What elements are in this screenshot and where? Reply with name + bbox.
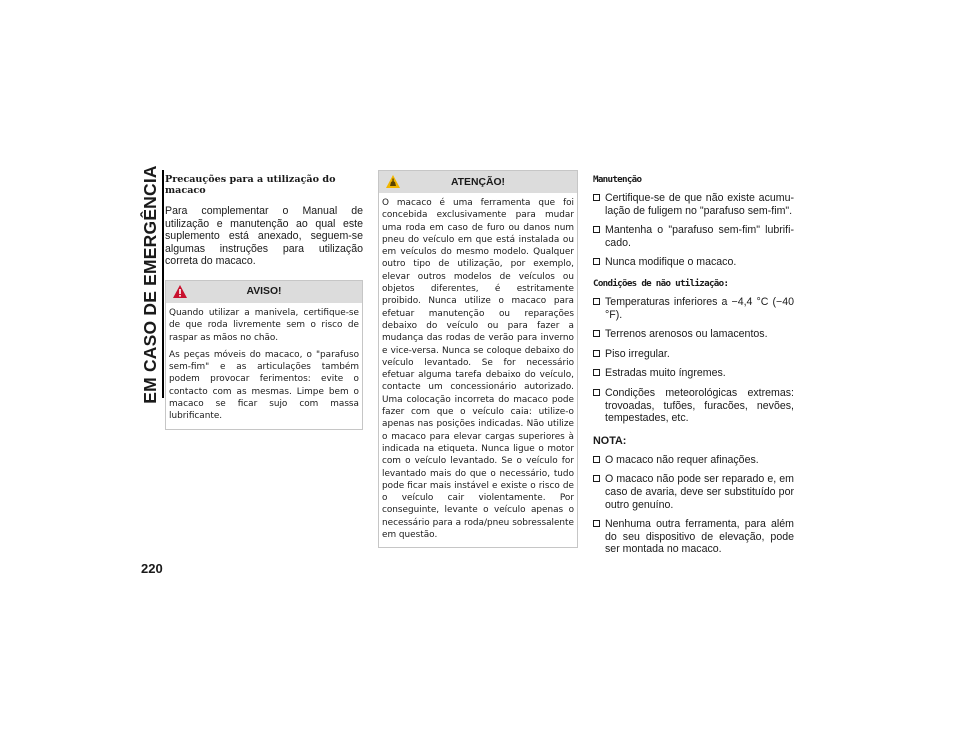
warning-triangle-icon	[172, 284, 188, 299]
list-item: Condições meteorológicas extremas: trovoadas, tufões, furacões, nevões, tempestades, etc.	[593, 387, 794, 425]
list-item: Nenhuma outra ferramenta, para além do seu dispositivo de elevação, pode ser montada no macaco.	[593, 518, 794, 556]
checkbox-square-icon	[593, 475, 600, 482]
column-3	[593, 170, 794, 556]
column-1	[165, 170, 363, 430]
aviso-title: AVISO!	[246, 286, 282, 298]
aviso-box	[165, 280, 363, 430]
checkbox-square-icon	[593, 226, 600, 233]
list-item: Nunca modifique o macaco.	[593, 256, 794, 269]
list-item: Temperaturas inferiores a −4,4 °C (−40 °F).	[593, 296, 794, 321]
condicoes-heading: Condições de não utilização:	[593, 277, 729, 289]
side-section-title: EM CASO DE EMERGÊNCIA	[139, 164, 160, 404]
atencao-paragraph: O macaco é uma ferramenta que foi concebida exclusivamente para mudar uma roda em caso de furo ou danos num pneu do veículo em que está instalada ou em veículos do mesmo modelo. Qualquer outro tipo de utilização, por exemplo, elevar outros modelos de veículos ou objetos diferentes, é estritamente proibido. Nunca utilize o macaco para efetuar manutenção ou reparações debaixo do veículo ou para fazer a mudança das rodas de verão para inverno e vice-versa. Nunca se coloque debaixo do veículo levantado. Se for necessário efetuar alguma tarefa debaixo do veículo, contacte um concessionário autorizado. Uma colocação incorreta do macaco pode fazer com que o veículo caia: utilize-o apenas nas posições indicadas. Não utilize o macaco para elevar cargas superiores à indicada na etiqueta. Nunca ligue o motor com o veículo levantado. Se o veículo for levantado mais do que o necessário, tudo pode ficar mais instável e existe o risco de o veículo cair violentamente. Por conseguinte, levante o veículo apenas o necessário para a roda/pneu sobressalente em questão.	[382, 198, 574, 541]
checkbox-square-icon	[593, 194, 600, 201]
checkbox-square-icon	[593, 330, 600, 337]
checkbox-square-icon	[593, 520, 600, 527]
checkbox-square-icon	[593, 456, 600, 463]
nota-heading: NOTA:	[593, 434, 627, 447]
atencao-body	[379, 193, 577, 547]
aviso-paragraph: Quando utilizar a manivela, certifique-se de que roda livremente sem o risco de raspar as mãos no chão.	[169, 307, 359, 343]
checkbox-square-icon	[593, 258, 600, 265]
warning-hand-icon	[385, 174, 401, 189]
list-item: Estradas muito íngremes.	[593, 367, 794, 380]
list-item: Terrenos arenosos ou lamacentos.	[593, 328, 794, 341]
aviso-header	[166, 281, 362, 303]
section-heading: Precauções para a utilização do macaco	[165, 174, 336, 196]
list-item: Certifique-se de que não existe acumu-lação de fuligem no "parafuso sem-fim".	[593, 192, 794, 217]
checkbox-square-icon	[593, 369, 600, 376]
atencao-title: ATENÇÃO!	[450, 176, 506, 188]
intro-paragraph: Para complementar o Manual de utilização e manutenção ao qual este suplemento está anexado, seguem-se algumas instruções para utilização correta do macaco.	[165, 205, 363, 268]
aviso-paragraph: As peças móveis do macaco, o "parafuso sem-fim" e as articulações também podem provocar ferimentos: evite o contacto com as mesmas. Limpe bem o macaco se ficar sujo com massa lubrificante.	[169, 349, 359, 422]
list-item: O macaco não requer afinações.	[593, 454, 794, 467]
checkbox-square-icon	[593, 298, 600, 305]
list-item: Mantenha o "parafuso sem-fim" lubrifi-cado.	[593, 224, 794, 249]
page-number: 220	[141, 561, 163, 576]
list-item: O macaco não pode ser reparado e, em caso de avaria, deve ser substituído por outro genuíno.	[593, 473, 794, 511]
list-item: Piso irregular.	[593, 348, 794, 361]
column-2	[378, 170, 578, 548]
atencao-box	[378, 170, 578, 548]
manutencao-heading: Manutenção	[593, 174, 642, 185]
side-rule	[162, 170, 164, 398]
checkbox-square-icon	[593, 389, 600, 396]
aviso-body	[166, 303, 362, 429]
checkbox-square-icon	[593, 350, 600, 357]
atencao-header	[379, 171, 577, 193]
